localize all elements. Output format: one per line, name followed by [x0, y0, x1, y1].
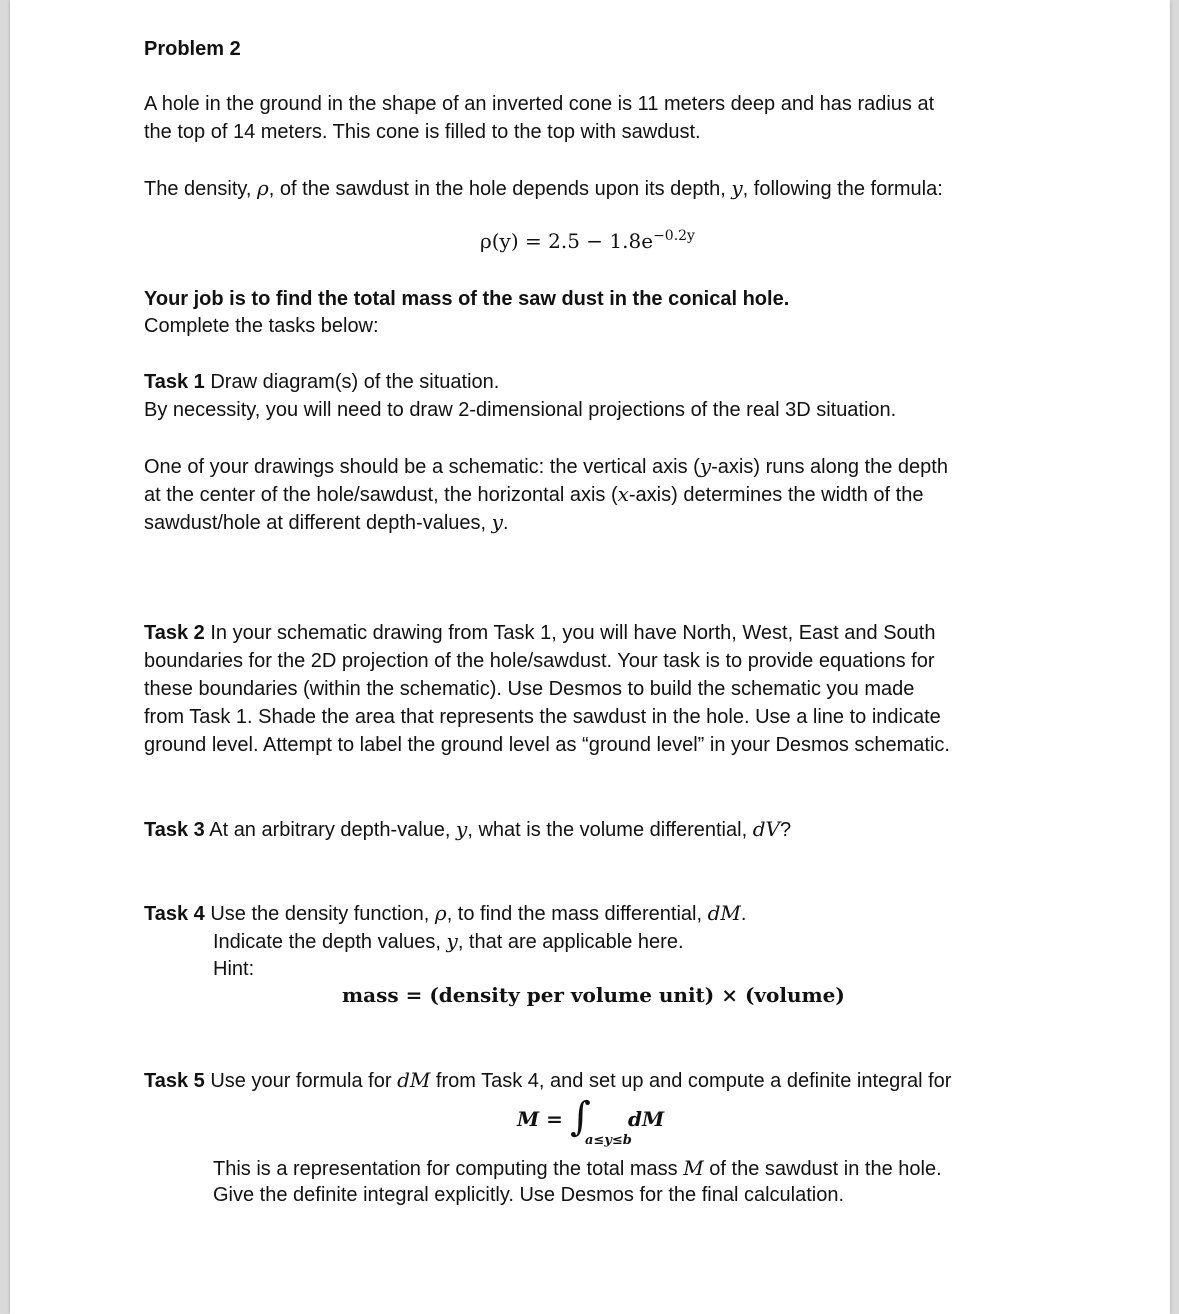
task1-para2-line-2: at the center of the hole/sawdust, the horizontal axis (x-axis) determines the width of the [144, 482, 924, 506]
task5-line-2: This is a representation for computing the total mass M of the sawdust in the hole. [213, 1156, 942, 1180]
integral-sign: ∫ [570, 1094, 591, 1140]
task2-line-1: Task 2 In your schematic drawing from Task 1, you will have North, West, East and South [144, 622, 936, 644]
intro-line-1: A hole in the ground in the shape of an inverted cone is 11 meters deep and has radius at [144, 93, 935, 115]
task3-label: Task 3 [144, 819, 205, 841]
integral-integrand: dM [628, 1107, 665, 1131]
problem-title: Problem 2 [144, 38, 241, 60]
document-page [10, 0, 1170, 1314]
task1-para2-line-1: One of your drawings should be a schematic: the vertical axis (y-axis) runs along the depth [144, 454, 948, 478]
job-instruction: Complete the tasks below: [144, 315, 379, 337]
task4-label: Task 4 [144, 903, 205, 925]
density-formula: $\rho(y) = 2.5 - 1.8e^{-0.2y}$ [480, 228, 695, 253]
task4-hint-label: Hint: [213, 958, 255, 980]
task2-label: Task 2 [144, 622, 205, 644]
task1-label: Task 1 [144, 371, 205, 393]
task1-line-1: Task 1 Draw diagram(s) of the situation. [144, 371, 500, 393]
intro-line-2: the top of 14 meters. This cone is filled to the top with sawdust. [144, 121, 701, 143]
task2-line-4: from Task 1. Shade the area that represents the sawdust in the hole. Use a line to indicate [144, 706, 941, 728]
task4-line-2: Indicate the depth values, y, that are applicable here. [213, 929, 684, 953]
density-sentence: The density, ρ, of the sawdust in the hole depends upon its depth, y, following the formula: [144, 176, 943, 200]
task2-line-2: boundaries for the 2D projection of the hole/sawdust. Your task is to provide equations for [144, 650, 935, 672]
task4-hint-formula: mass = (density per volume unit) × (volume) [342, 983, 845, 1007]
task1-line-2: By necessity, you will need to draw 2-dimensional projections of the real 3D situation. [144, 399, 897, 421]
task5-line-1: Task 5 Use your formula for dM from Task 4, and set up and compute a definite integral for [144, 1068, 952, 1092]
job-statement: Your job is to find the total mass of the saw dust in the conical hole. [144, 288, 790, 310]
task3-line: Task 3 At an arbitrary depth-value, y, what is the volume differential, dV? [144, 817, 792, 841]
integral-bounds: a≤y≤b [585, 1133, 632, 1148]
integral-lhs: M = [517, 1107, 563, 1131]
task2-line-5: ground level. Attempt to label the ground level as “ground level” in your Desmos schematic. [144, 734, 950, 756]
task5-line-3: Give the definite integral explicitly. Use Desmos for the final calculation. [213, 1184, 845, 1206]
task5-label: Task 5 [144, 1070, 205, 1092]
task4-line-1: Task 4 Use the density function, ρ, to find the mass differential, dM. [144, 901, 747, 925]
task1-para2-line-3: sawdust/hole at different depth-values, y. [144, 510, 509, 534]
task2-line-3: these boundaries (within the schematic). Use Desmos to build the schematic you made [144, 678, 915, 700]
